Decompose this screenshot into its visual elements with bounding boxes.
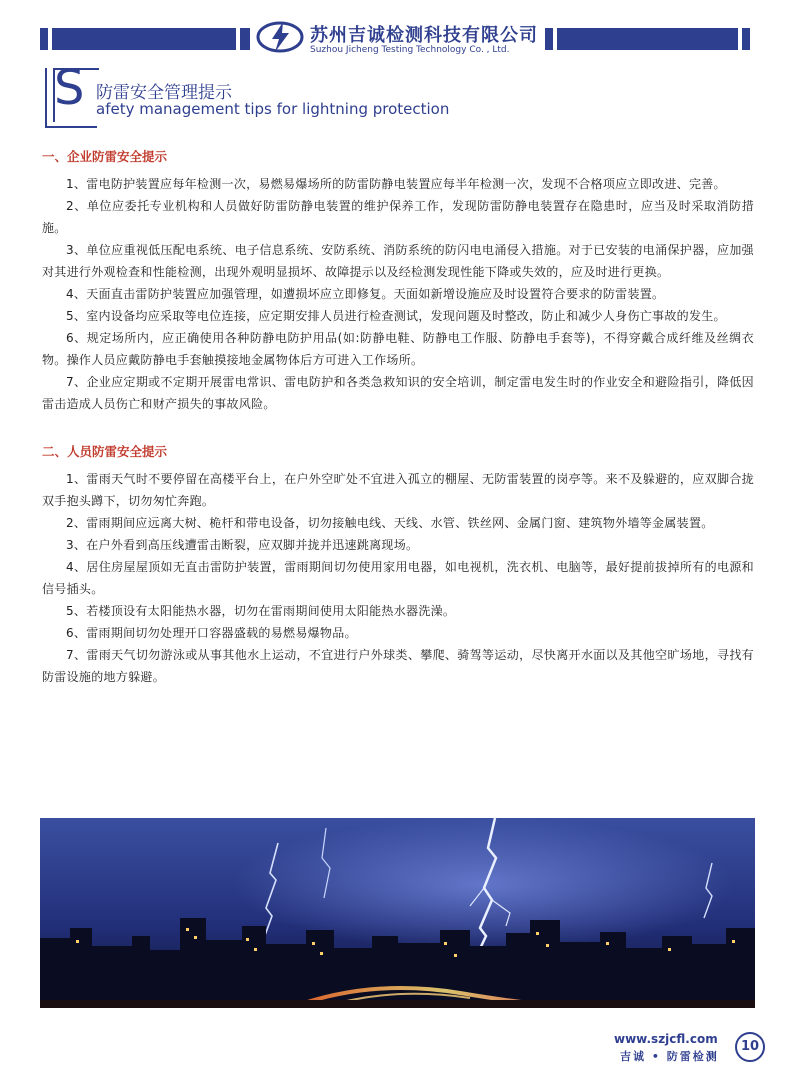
section-heading-enterprise: 一、企业防雷安全提示 [42,149,168,164]
content-body [42,146,754,688]
company-logo-icon [256,20,304,54]
header-bar-right [545,28,750,50]
list-item: 5、室内设备均应采取等电位连接，应定期安排人员进行检查测试，发现问题及时整改，防止和减少人身伤亡事故的发生。 [66,309,726,323]
company-name-cn: 苏州吉诚检测科技有限公司 [310,25,538,46]
page-title-en: afety management tips for lightning protection [96,100,450,118]
footer-url: www.szjcfl.com [614,1032,718,1046]
list-item: 3、在户外看到高压线遭雷击断裂，应双脚并拢并迅速跳离现场。 [66,538,419,552]
list-item: 3、单位应重视低压配电系统、电子信息系统、安防系统、消防系统的防闪电电涌侵入措施。对于已安装的电涌保护器，应加强对其进行外观检查和性能检测，出现外观明显损坏、故障提示以及经检测发现性能下降或失效的，应及时进行更换。 [42,243,754,279]
title-initial-letter: S [54,60,85,116]
lightning-city-photo [40,818,755,1008]
section-heading-personal: 二、人员防雷安全提示 [42,444,168,459]
list-item: 7、企业应定期或不定期开展雷电常识、雷电防护和各类急救知识的安全培训，制定雷电发生时的作业安全和避险指引，降低因雷击造成人员伤亡和财产损失的事故风险。 [42,375,754,411]
list-item: 7、雷雨天气切勿游泳或从事其他水上运动，不宜进行户外球类、攀爬、骑驾等运动，尽快离开水面以及其他空旷场地，寻找有防雷设施的地方躲避。 [42,648,754,684]
list-item: 4、天面直击雷防护装置应加强管理，如遭损坏应立即修复。天面如新增设施应及时设置符合要求的防雷装置。 [66,287,665,301]
list-item: 6、规定场所内，应正确使用各种防静电防护用品(如:防静电鞋、防静电工作服、防静电手套等)，不得穿戴合成纤维及丝绸衣物。操作人员应戴防静电手套触摸接地金属物体后方可进入工作场所。 [42,331,754,367]
list-item: 5、若楼顶设有太阳能热水器，切勿在雷雨期间使用太阳能热水器洗澡。 [66,604,456,618]
list-item: 2、单位应委托专业机构和人员做好防雷防静电装置的维护保养工作，发现防雷防静电装置存在隐患时，应当及时采取消防措施。 [42,199,754,235]
list-item: 6、雷雨期间切勿处理开口容器盛载的易燃易爆物品。 [66,626,357,640]
company-name-en: Suzhou Jicheng Testing Technology Co. , Ltd. [310,45,510,55]
page-number: 10 [735,1032,765,1062]
list-item: 4、居住房屋屋顶如无直击雷防护装置，雷雨期间切勿使用家用电器，如电视机，洗衣机、电脑等，最好提前拔掉所有的电源和信号插头。 [42,560,754,596]
list-item: 2、雷雨期间应远离大树、桅杆和带电设备，切勿接触电线、天线、水管、铁丝网、金属门窗、建筑物外墙等金属装置。 [66,516,714,530]
footer-subtitle: 吉诚 • 防雷检测 [620,1050,719,1063]
list-item: 1、雷雨天气时不要停留在高楼平台上，在户外空旷处不宜进入孤立的棚屋、无防雷装置的岗亭等。来不及躲避的，应双脚合拢双手抱头蹲下，切勿匆忙奔跑。 [42,472,754,508]
header-bar-left [40,28,250,50]
list-item: 1、雷电防护装置应每年检测一次，易燃易爆场所的防雷防静电装置应每半年检测一次，发现不合格项应立即改进、完善。 [66,177,726,191]
page-title-cn: 防雷安全管理提示 [96,83,232,103]
